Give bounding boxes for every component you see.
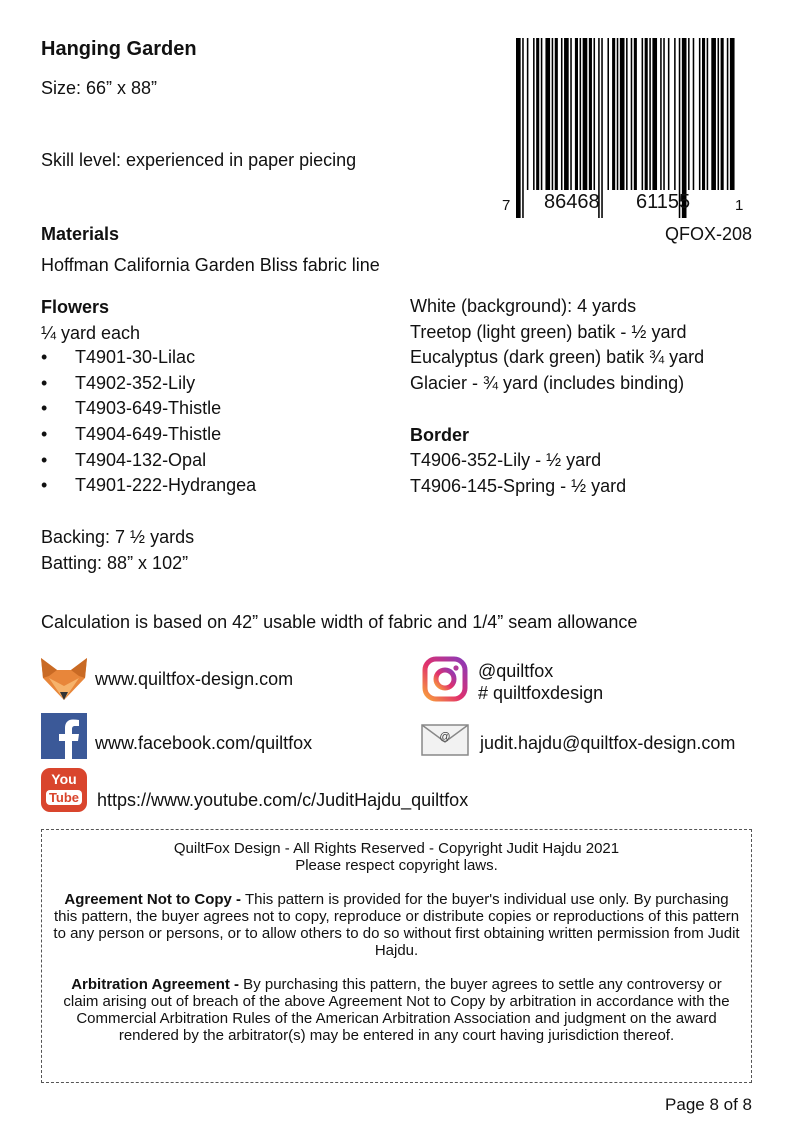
barcode-bar	[552, 38, 554, 190]
barcode-digits-group2: 61155	[636, 191, 691, 213]
barcode-bar	[601, 38, 603, 218]
flower-item: • T4904-132-Opal	[41, 448, 256, 474]
svg-text:@: @	[439, 731, 451, 743]
fabric-item: Glacier - ¾ yard (includes binding)	[410, 373, 685, 394]
barcode-bar	[527, 38, 529, 190]
barcode-digits-group1: 86468	[544, 191, 600, 213]
barcode-bar	[536, 38, 539, 190]
barcode-bar	[652, 38, 657, 190]
border-heading: Border	[410, 425, 470, 445]
fabric-item: Treetop (light green) batik - ½ yard	[410, 321, 687, 342]
backing: Backing: 7 ½ yards	[41, 527, 195, 547]
barcode	[500, 38, 752, 220]
barcode-bar	[688, 38, 690, 190]
email-link[interactable]: judit.hajdu@quiltfox-design.com	[480, 733, 736, 753]
barcode-bar	[533, 38, 535, 190]
email-icon	[421, 724, 469, 756]
legal-notice-box	[41, 829, 752, 1083]
border-item: T4906-145-Spring - ½ yard	[410, 475, 627, 496]
skill-level: Skill level: experienced in paper piecing	[41, 150, 357, 170]
barcode-bar	[707, 38, 709, 190]
barcode-bar	[645, 38, 648, 190]
barcode-bar	[522, 38, 524, 218]
instagram-handle[interactable]: @quiltfox	[478, 661, 554, 681]
website-link[interactable]: www.quiltfox-design.com	[95, 669, 294, 689]
barcode-bar	[711, 38, 716, 190]
youtube-logo-tube: Tube	[46, 790, 82, 805]
barcode-digit-right: 1	[735, 197, 744, 214]
barcode-bar	[730, 38, 735, 190]
flower-item: • T4904-649-Thistle	[41, 422, 256, 448]
agreement-text: This pattern is provided for the buyer's individual use only. By purchasing this pattern, the buyer agrees not to copy, reproduce or distribute copies or reproductions of this pattern to any person or persons, or to allow others to do so without first obtaining written permission from Judit Hajdu.	[53, 891, 740, 959]
barcode-bar	[626, 38, 628, 190]
barcode-digit-left: 7	[502, 197, 511, 214]
page-number: Page 8 of 8	[665, 1095, 752, 1114]
flowers-heading: Flowers	[41, 297, 110, 317]
barcode-bar	[516, 38, 521, 218]
barcode-bar	[721, 38, 724, 190]
barcode-bar	[699, 38, 701, 190]
fabric-list	[410, 294, 704, 397]
barcode-bar	[583, 38, 588, 190]
flower-item: • T4901-222-Hydrangea	[41, 473, 256, 499]
barcode-bar	[649, 38, 651, 190]
arbitration-text: By purchasing this pattern, the buyer agrees to settle any controversy or claim arising out of breach of the above Agreement Not to Copy by arbitration in accordance with the Commercial Arbitration Rules of the American Arbitration Association and judgment on the award rendered by the arbitrator(s) may be entered in any court having jurisdiction thereof.	[63, 976, 730, 1044]
barcode-bar	[580, 38, 582, 190]
barcode-bar	[589, 38, 592, 190]
instagram-icon	[422, 656, 468, 702]
fox-logo-icon	[41, 656, 87, 702]
fabric-item: Eucalyptus (dark green) batik ¾ yard	[410, 347, 705, 368]
barcode-bar	[617, 38, 619, 190]
barcode-bar	[718, 38, 720, 190]
arbitration-title: Arbitration Agreement -	[71, 976, 240, 993]
instagram-info	[478, 660, 603, 704]
border-item: T4906-352-Lily - ½ yard	[410, 450, 602, 470]
barcode-bar	[575, 38, 578, 190]
flower-item: • T4901-30-Lilac	[41, 345, 256, 371]
barcode-bar	[555, 38, 558, 190]
barcode-bar	[564, 38, 569, 190]
flowers-quantity: ¼ yard each	[41, 323, 141, 343]
barcode-bar	[561, 38, 563, 190]
barcode-bar	[663, 38, 665, 190]
copyright-line: QuiltFox Design - All Rights Reserved - Copyright Judit Hajdu 2021	[173, 840, 620, 857]
quilt-size: Size: 66” x 88”	[41, 78, 158, 98]
batting: Batting: 88” x 102”	[41, 553, 189, 573]
barcode-bar	[541, 38, 543, 190]
barcode-bar	[702, 38, 705, 190]
youtube-link[interactable]: https://www.youtube.com/c/JuditHajdu_quiltfox	[97, 790, 469, 810]
instagram-hashtag[interactable]: # quiltfoxdesign	[478, 683, 604, 703]
respect-line: Please respect copyright laws.	[295, 857, 498, 874]
facebook-icon	[41, 713, 87, 759]
barcode-bar	[594, 38, 596, 190]
youtube-icon	[41, 768, 87, 812]
fabric-item: White (background): 4 yards	[410, 296, 637, 316]
barcode-bar	[612, 38, 615, 190]
barcode-bar	[642, 38, 644, 190]
product-code: QFOX-208	[664, 224, 752, 244]
calculation-note: Calculation is based on 42” usable width of fabric and 1/4” seam allowance	[41, 612, 638, 632]
fabric-line: Hoffman California Garden Bliss fabric line	[41, 255, 380, 275]
agreement-title: Agreement Not to Copy -	[64, 891, 242, 908]
materials-heading: Materials	[41, 224, 120, 244]
barcode-bar	[545, 38, 550, 190]
barcode-bar	[607, 38, 609, 190]
barcode-bar	[727, 38, 729, 190]
barcode-bar	[570, 38, 572, 190]
border-list	[410, 448, 626, 499]
barcode-bar	[674, 38, 676, 190]
flowers-list	[41, 345, 256, 499]
facebook-link[interactable]: www.facebook.com/quiltfox	[95, 733, 313, 753]
barcode-bar	[668, 38, 670, 190]
barcode-bar	[620, 38, 625, 190]
barcode-bar	[660, 38, 662, 190]
flower-item: • T4902-352-Lily	[41, 371, 256, 397]
barcode-bar	[693, 38, 695, 190]
pattern-title: Hanging Garden	[41, 38, 197, 60]
barcode-bar	[634, 38, 637, 190]
flower-item: • T4903-649-Thistle	[41, 396, 256, 422]
youtube-logo-you: You	[51, 771, 77, 787]
barcode-bar	[631, 38, 633, 190]
